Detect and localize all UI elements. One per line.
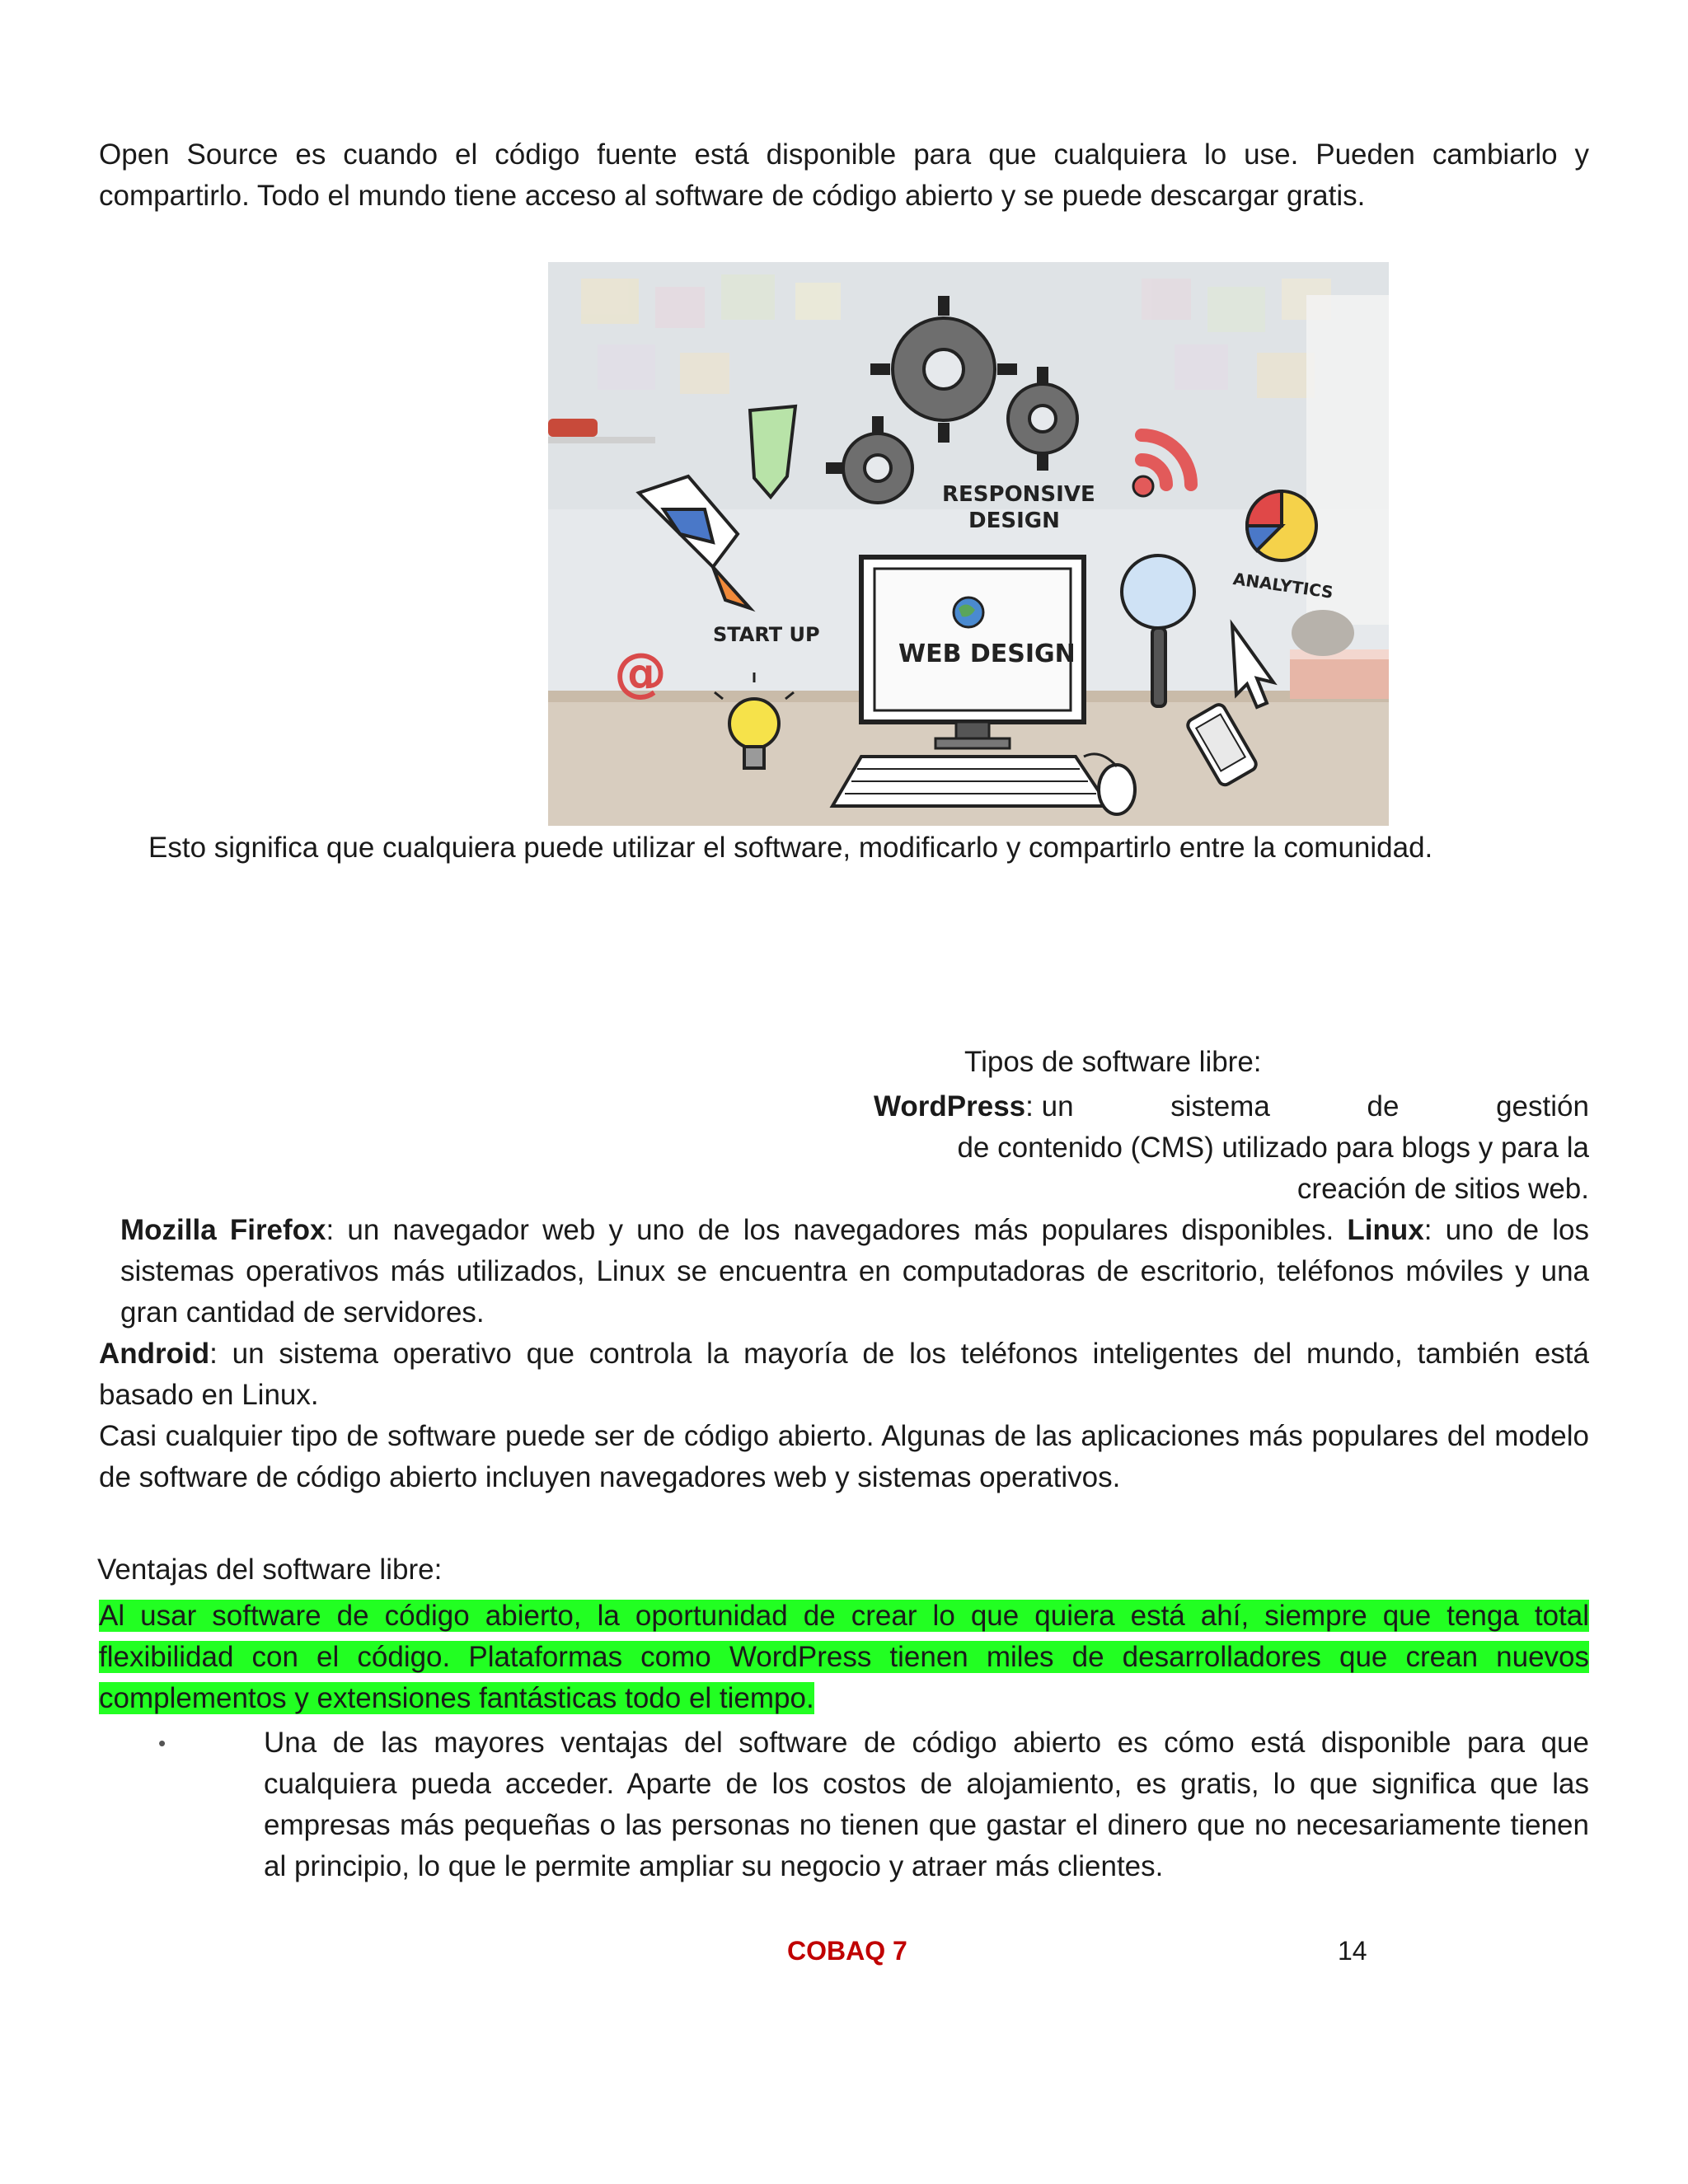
android-text: : un sistema operativo que controla la mayoría de los teléfonos inteligentes del mundo, también está basado en Linux. (99, 1338, 1589, 1411)
types-heading: Tipos de software libre: (964, 1046, 1262, 1078)
wordpress-name: WordPress (874, 1090, 1026, 1122)
advantages-heading: Ventajas del software libre: (97, 1554, 443, 1586)
figure-caption: Esto significa que cualquiera puede utilizar el software, modificarlo y compartirlo entre la comunidad. (148, 832, 1433, 864)
advantages-bullet-text: Una de las mayores ventajas del software de código abierto es cómo está disponible para que cualquiera pueda acceder. Aparte de los costos de alojamiento, es gratis, lo que significa que las empresas más pequeñas o las personas no tienen que gastar el dinero que no necesariamente tienen al principio, lo que le permite ampliar su negocio y atraer más clientes. (264, 1727, 1589, 1882)
wordpress-lead (874, 1086, 1074, 1127)
wordpress-line3: creación de sitios web. (1296, 1173, 1589, 1205)
firefox-text: : un navegador web y uno de los navegadores más populares disponibles. (326, 1214, 1348, 1246)
wordpress-word-3: gestión (1496, 1090, 1589, 1122)
wordpress-word-1: sistema (1170, 1090, 1270, 1122)
web-design-illustration (548, 262, 1389, 826)
intro-paragraph: Open Source es cuando el código fuente está disponible para que cualquiera lo use. Pueden cambiarlo y compartirlo. Todo el mundo tiene acceso al software de código abierto y se puede descargar gratis. (99, 138, 1589, 212)
wordpress-entry (874, 1086, 1589, 1210)
at-sign-label: @ (614, 643, 667, 704)
software-types-body (99, 1210, 1589, 1498)
page-number: 14 (1338, 1936, 1367, 1966)
start-up-label: START UP (713, 623, 820, 646)
firefox-name: Mozilla Firefox (120, 1214, 326, 1246)
responsive-label-line1: RESPONSIVE (942, 482, 1095, 507)
wordpress-word-2: de (1367, 1090, 1400, 1122)
linux-name: Linux (1347, 1214, 1424, 1246)
firefox-linux-entry (99, 1210, 1589, 1333)
linux-text: : uno de los sistemas operativos más utilizados, Linux se encuentra en computadoras de escritorio, teléfonos móviles y una gran cantidad de servidores. (120, 1214, 1589, 1329)
advantages-highlight-paragraph (99, 1596, 1589, 1719)
bullet-icon: • (158, 1731, 166, 1755)
highlighted-text: Al usar software de código abierto, la oportunidad de crear lo que quiera está ahí, siempre que tenga total flexibilidad con el código. Plataformas como WordPress tienen miles de desarrolladores que crean nuevos complementos y extensiones fantásticas todo el tiempo. (99, 1600, 1589, 1714)
web-design-label: WEB DESIGN (898, 640, 1076, 668)
android-name: Android (99, 1338, 210, 1370)
footer-brand: COBAQ 7 (787, 1936, 907, 1966)
types-closing: Casi cualquier tipo de software puede ser de código abierto. Algunas de las aplicaciones más populares del modelo de software de código abierto incluyen navegadores web y sistemas operativos. (99, 1420, 1589, 1493)
responsive-label-line2: DESIGN (968, 509, 1060, 533)
wordpress-line2: de contenido (CMS) utilizado para blogs y para la (957, 1132, 1589, 1164)
analytics-label: ANALYTICS (1231, 569, 1335, 602)
wordpress-word-0: : un (1025, 1090, 1074, 1122)
wordpress-line1 (874, 1086, 1589, 1127)
android-entry (99, 1333, 1589, 1416)
